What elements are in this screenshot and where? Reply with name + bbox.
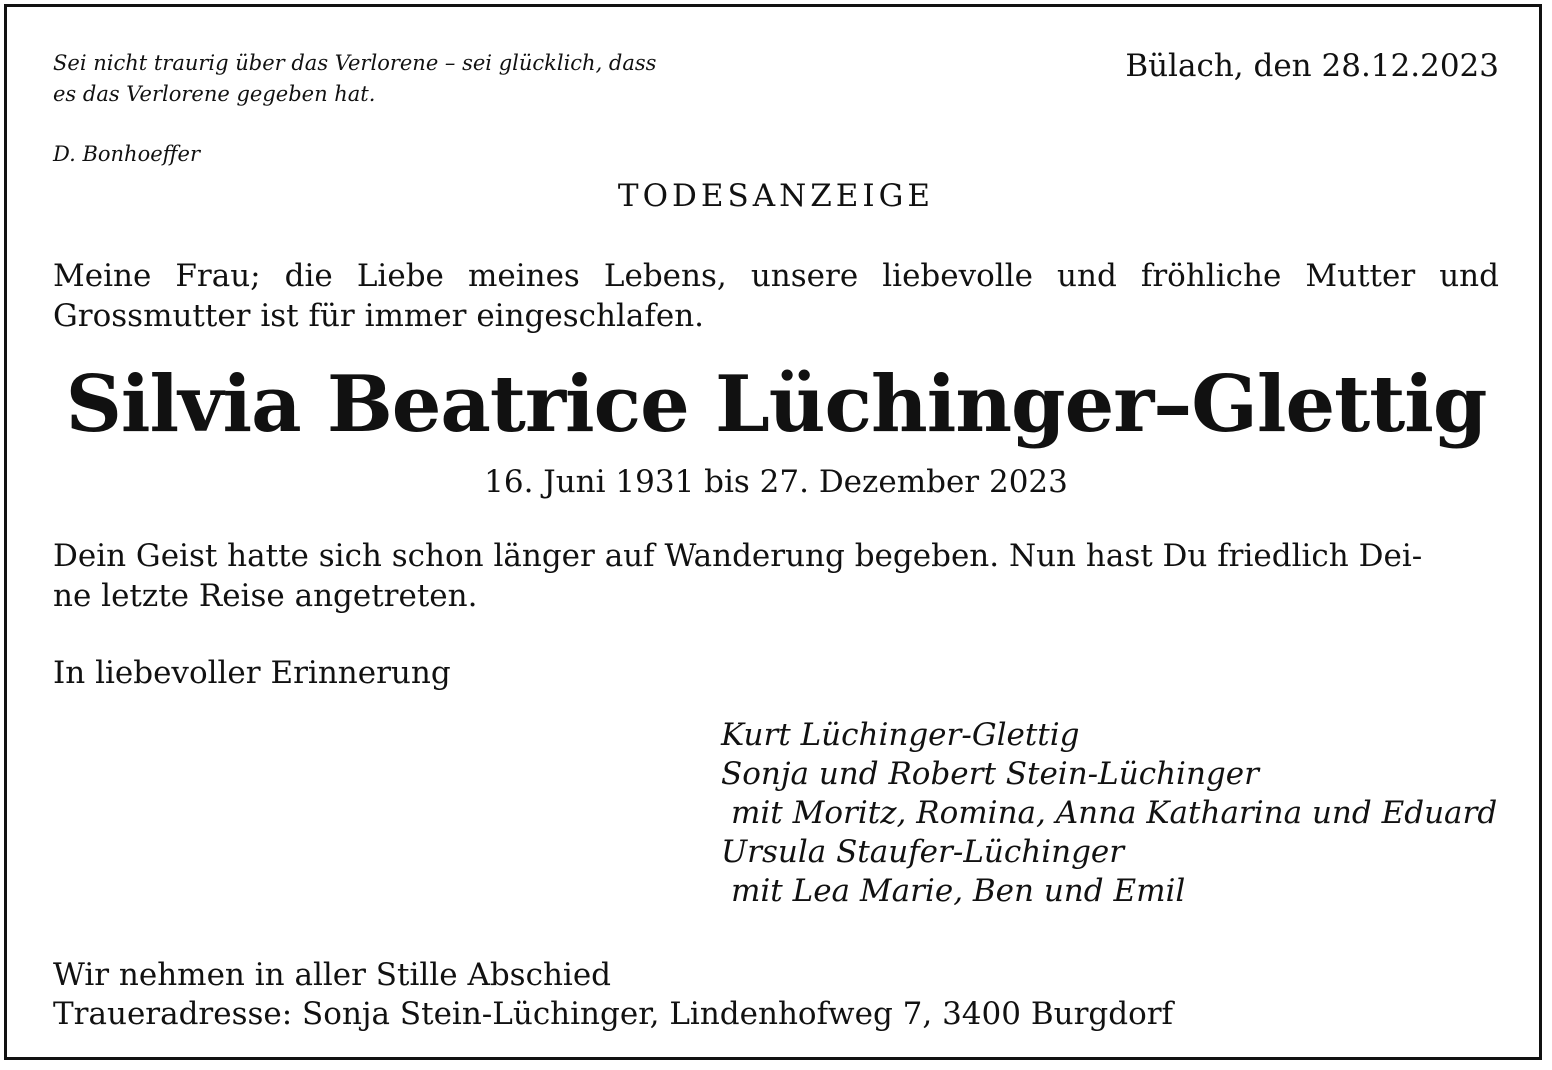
family-member: Sonja und Robert Stein-Lüchinger bbox=[721, 756, 1259, 792]
family-member: Kurt Lüchinger-Glettig bbox=[721, 717, 1080, 753]
place-and-date: Bülach, den 28.12.2023 bbox=[1125, 48, 1499, 84]
intro-line-1: Meine Frau; die Liebe meines Lebens, unsere liebevolle und fröhliche Mutter und bbox=[53, 258, 1499, 294]
footer-farewell: Wir nehmen in aller Stille Abschied bbox=[53, 957, 612, 993]
quote-line-1: Sei nicht traurig über das Verlorene – sei glücklich, dass bbox=[53, 51, 657, 75]
quote-line-2: es das Verlorene gegeben hat. bbox=[53, 82, 376, 106]
footer bbox=[53, 956, 1173, 1034]
life-dates: 16. Juni 1931 bis 27. Dezember 2023 bbox=[484, 464, 1068, 500]
intro-text bbox=[53, 256, 1499, 336]
family-member: Ursula Staufer-Lüchinger bbox=[721, 834, 1125, 870]
farewell-message bbox=[53, 536, 1499, 616]
notice-heading: TODESANZEIGE bbox=[617, 178, 935, 214]
mourning-address: Traueradresse: Sonja Stein-Lüchinger, Lindenhofweg 7, 3400 Burgdorf bbox=[53, 996, 1174, 1032]
bonhoeffer-quote bbox=[53, 48, 656, 110]
family-list bbox=[721, 716, 1497, 911]
quote-author: D. Bonhoeffer bbox=[53, 142, 200, 166]
intro-line-2: Grossmutter ist für immer eingeschlafen. bbox=[53, 298, 705, 334]
closing-line: In liebevoller Erinnerung bbox=[53, 655, 451, 691]
message-line-2: ne letzte Reise angetreten. bbox=[53, 578, 478, 614]
deceased-name: Silvia Beatrice Lüchinger–Glettig bbox=[65, 359, 1487, 450]
family-member: mit Moritz, Romina, Anna Katharina und Eduard bbox=[731, 795, 1498, 831]
message-line-1: Dein Geist hatte sich schon länger auf Wanderung begeben. Nun hast Du friedlich Dei- bbox=[53, 538, 1423, 574]
family-member: mit Lea Marie, Ben und Emil bbox=[731, 873, 1186, 909]
